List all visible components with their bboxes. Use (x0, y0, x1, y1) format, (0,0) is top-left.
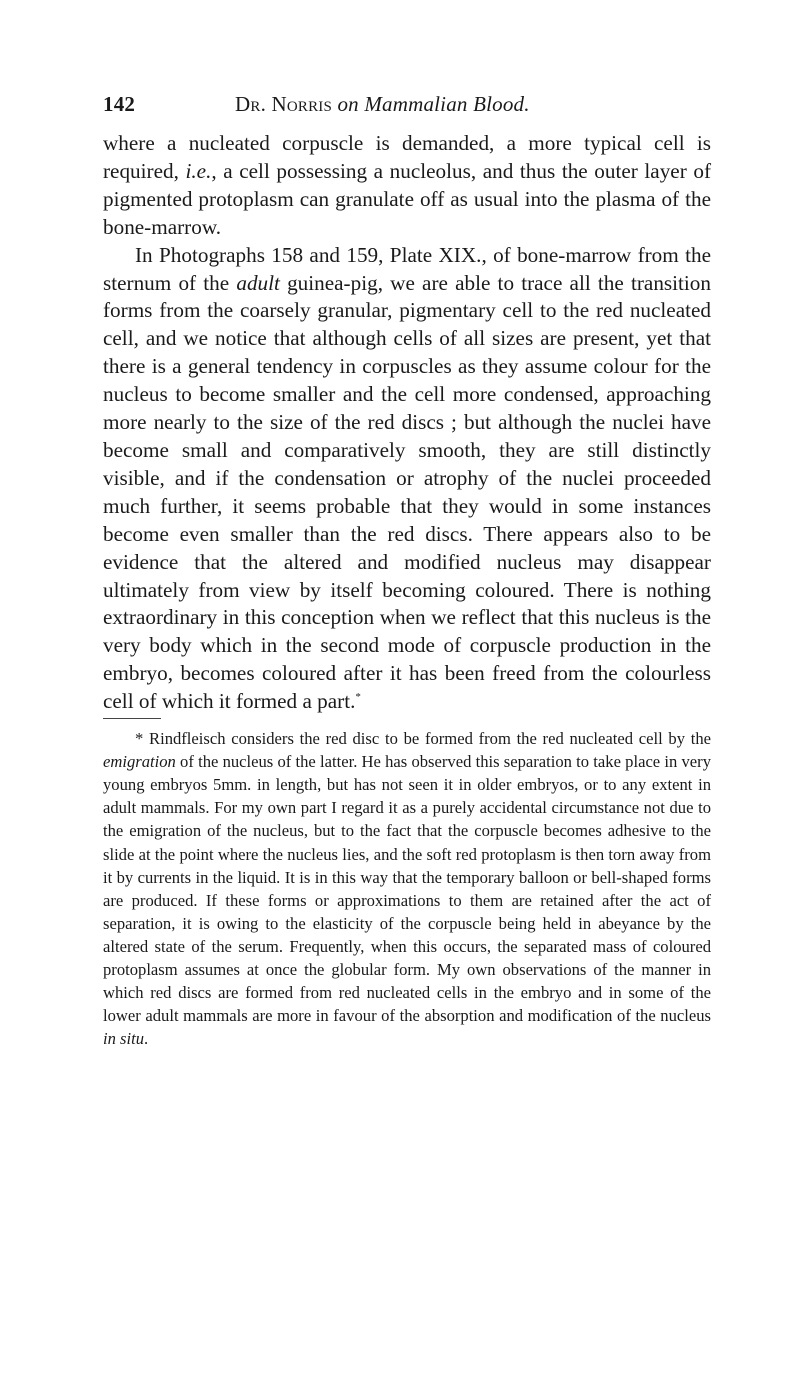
paragraph-text: , a cell possessing a nucleolus, and thus the outer layer of pigmented protoplasm can granulate off as usual into the plasma of the bone-marrow. (103, 158, 712, 239)
emphasis-text: emigration (103, 752, 176, 772)
emphasis-text: i.e. (185, 158, 212, 183)
footnote-marker: * (355, 691, 361, 704)
body-text (103, 130, 711, 716)
emphasis-text: adult (236, 270, 280, 295)
emphasis-text: in situ (103, 1029, 145, 1049)
footnote-paragraph (103, 727, 711, 1050)
running-head (103, 92, 711, 122)
footnote-text: . (144, 1029, 149, 1049)
book-page (103, 92, 711, 1050)
header-author: Dr. Norris (235, 92, 333, 116)
header-title: Mammalian Blood. (364, 92, 530, 116)
paragraph-text: where a nucleated corpuscle is demanded, a more typical cell is required, (103, 131, 711, 183)
footnote (103, 727, 711, 1050)
paragraph-continued (103, 130, 711, 242)
footnote-text: of the nucleus of the latter. He has observed this separation to take place in very young embryos 5mm. in length, but has not seen it in older embryos, or to any extent in adult mammals. For my own part I regard it as a purely accidental circumstance not due to the emigration of the nucleus, but to the fact that the corpuscle becomes adhesive to the slide at the point where the nucleus lies, and the soft red protoplasm is then torn away from it by currents in the liquid. It is in this way that the temporary balloon or bell-shaped forms are produced. If these forms or approximations to them are retained after the act of separation, it is owing to the elasticity of the corpuscle being held in abeyance by the altered state of the serum. Frequently, when this occurs, the separated mass of coloured protoplasm assumes at once the globular form. My own observations of the manner in which red discs are formed from red nucleated cells in the embryo and in some of the lower adult mammals are more in favour of the absorption and modification of the nucleus (103, 752, 711, 1026)
footnote-text: * Rindfleisch considers the red disc to be formed from the red nucleated cell by the (135, 729, 711, 749)
paragraph-text: In Photographs 158 and 159, Plate XIX., of bone-marrow from the sternum of the (103, 242, 711, 295)
paragraph (103, 242, 711, 716)
page-number: 142 (103, 92, 136, 116)
paragraph-text: guinea-pig, we are able to trace all the transition forms from the coarsely granular, pigmentary cell to the red nucleated cell, and we notice that although cells of all sizes are present, yet that there is a general tendency in corpuscles as they assume colour for the nucleus to become smaller and the cell more condensed, approaching more nearly to the size of the red discs ; but although the nuclei have become small and comparatively smooth, they are still distinctly visible, and if the condensation or atrophy of the nuclei proceeded much further, it seems probable that they would in some instances become even smaller than the red discs. There appears also to be evidence that the altered and modified nucleus may disappear ultimately from view by itself becoming coloured. There is nothing extraordinary in this conception when we reflect that this nucleus is the very body which in the second mode of corpuscle production in the embryo, becomes coloured after it has been freed from the colourless cell of which it formed a part. (103, 270, 711, 714)
footnote-divider (103, 718, 161, 719)
header-title-prefix: on (337, 92, 359, 116)
